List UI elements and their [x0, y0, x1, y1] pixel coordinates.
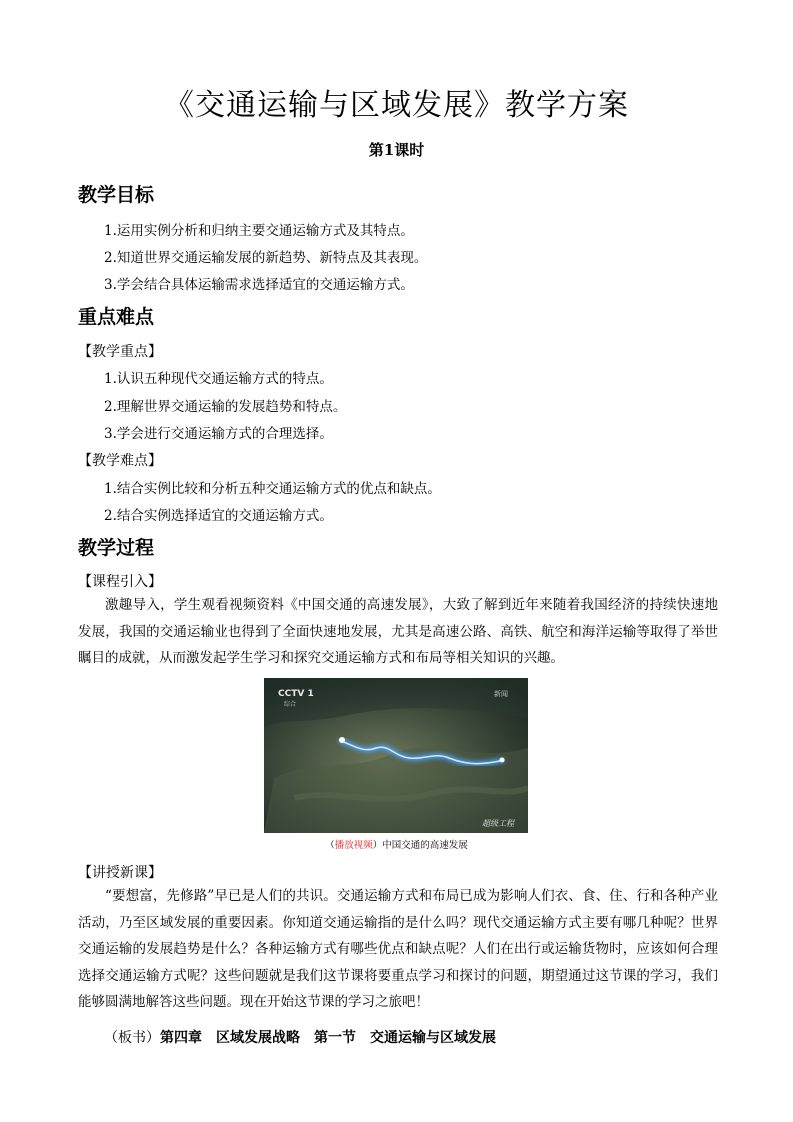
channel-sub: 综合: [284, 701, 297, 708]
focus-item: 3.学会进行交通运输方式的合理选择。: [104, 426, 333, 442]
caption-prefix: （: [325, 840, 335, 851]
lecture-label: 【讲授新课】: [78, 865, 162, 881]
document-title: 《交通运输与区域发展》教学方案: [164, 88, 629, 123]
objectives-heading: 教学目标: [78, 184, 155, 206]
play-video-link[interactable]: 播放视频: [334, 840, 373, 851]
difficulty-item: 1.结合实例比较和分析五种交通运输方式的优点和缺点。: [104, 481, 441, 497]
board-title: 第四章 区域发展战略 第一节 交通运输与区域发展: [160, 1030, 496, 1046]
video-frame-graphic: [264, 678, 528, 833]
objective-item: 2.知道世界交通运输发展的新趋势、新特点及其表现。: [104, 250, 428, 266]
intro-label: 【课程引入】: [78, 574, 162, 590]
lesson-number: 第1课时: [368, 141, 425, 159]
lecture-paragraph: “要想富，先修路”早已是人们的共识。交通运输方式和布局已成为影响人们衣、食、住、行和各种产业活动，乃至区域发展的重要因素。你知道交通运输指的是什么吗？现代交通运输方式主要有哪几种呢？世界交通运输的发展趋势是什么？各种运输方式有哪些优点和缺点呢？人们在出行或运输货物时，应该如何合理选择交通运输方式呢？这些问题就是我们这节课将要重点学习和探讨的问题，期望通过这节课的学习，我们能够圆满地解答这些问题。现在开始这节课的学习之旅吧！: [78, 888, 718, 1010]
corner-label: 新闻: [494, 690, 508, 698]
focus-item: 1.认识五种现代交通运输方式的特点。: [104, 371, 333, 387]
blackboard-note: [104, 1027, 496, 1047]
caption-text: ）中国交通的高速发展: [372, 840, 468, 851]
objective-item: 3.学会结合具体运输需求选择适宜的交通运输方式。: [104, 277, 414, 293]
focus-label: 【教学重点】: [78, 344, 162, 360]
process-heading: 教学过程: [78, 537, 155, 559]
watermark: 超级工程: [482, 819, 514, 828]
intro-paragraph: 激趣导入，学生观看视频资料《中国交通的高速发展》，大致了解到近年来随着我国经济的持续快速地发展，我国的交通运输业也得到了全面快速地发展，尤其是高速公路、高铁、航空和海洋运输等取得了举世瞩目的成就，从而激发起学生学习和探究交通运输方式和布局等相关知识的兴趣。: [78, 597, 718, 666]
difficulty-item: 2.结合实例选择适宜的交通运输方式。: [104, 508, 333, 524]
board-prefix: （板书）: [104, 1030, 160, 1046]
focus-item: 2.理解世界交通运输的发展趋势和特点。: [104, 399, 347, 415]
channel-logo: CCTV 1: [278, 689, 314, 699]
figure-caption: [0, 837, 793, 851]
key-points-heading: 重点难点: [78, 306, 155, 328]
video-still[interactable]: [264, 678, 528, 833]
objective-item: 1.运用实例分析和归纳主要交通运输方式及其特点。: [104, 223, 414, 239]
difficulty-label: 【教学难点】: [78, 453, 162, 469]
